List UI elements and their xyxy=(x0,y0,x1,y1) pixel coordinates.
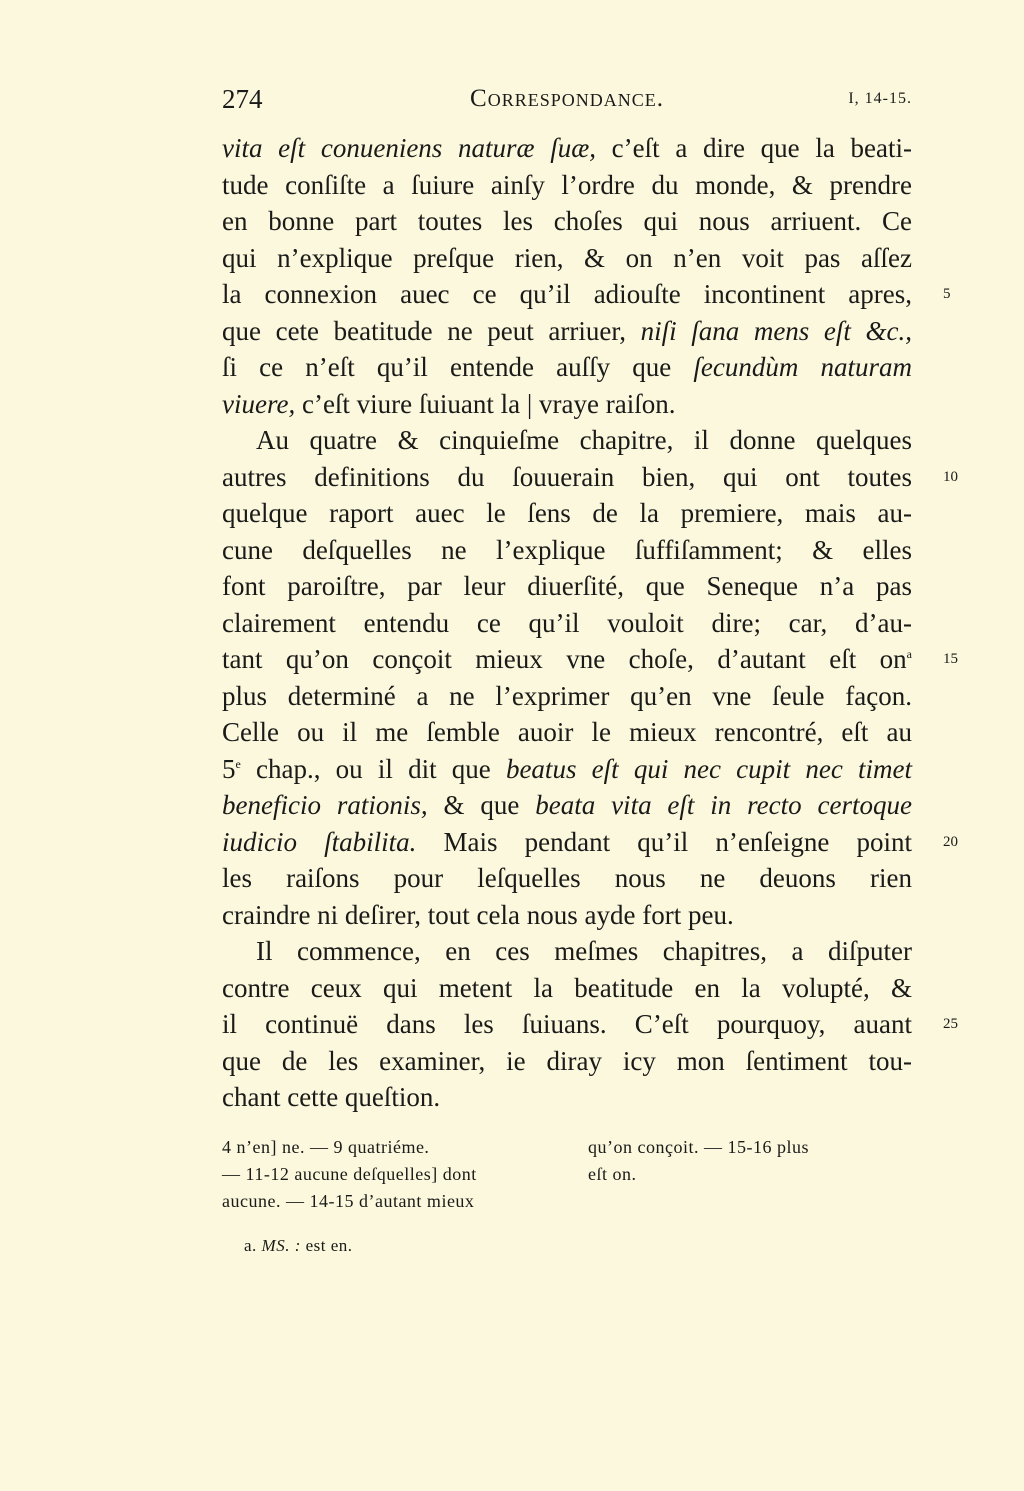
line-number: 10 xyxy=(943,468,958,485)
line-number: 5 xyxy=(943,286,951,302)
text-line xyxy=(222,386,912,423)
text-line xyxy=(222,313,912,350)
text-line xyxy=(222,422,912,459)
text-run: c’eſt viure ſuiuant la | vraye raiſon. xyxy=(295,388,676,419)
text-run: qui n’explique preſque rien, & on n’en voit pas aſſez xyxy=(222,242,912,273)
text-run: & que xyxy=(427,790,536,820)
latin-quotation: ſecundùm naturam xyxy=(693,352,912,382)
text-line xyxy=(222,1043,912,1080)
text-line xyxy=(222,641,958,678)
text-run: chap., ou il dit que xyxy=(240,753,506,784)
line-number: 20 xyxy=(943,833,958,850)
text-run: que de les examiner, ie diray icy mon ſentiment tou- xyxy=(222,1045,912,1076)
latin-quotation: vita eſt conueniens naturæ ſuæ, xyxy=(222,133,596,163)
section-reference: I, 14-15. xyxy=(848,90,912,107)
text-line xyxy=(222,1006,958,1043)
text-line xyxy=(222,605,912,642)
text-run: autres definitions du ſouuerain bien, qui ont toutes xyxy=(222,461,912,492)
page-number: 274 xyxy=(222,84,263,114)
superscript: e xyxy=(235,756,241,771)
text-line xyxy=(222,970,912,1007)
text-run: les raiſons pour leſquelles nous ne deuons rien xyxy=(222,863,912,893)
latin-quotation: beatus eſt qui nec cupit nec timet xyxy=(505,753,912,784)
text-line xyxy=(222,495,912,532)
text-run: 5 xyxy=(222,753,236,784)
text-line xyxy=(222,751,912,788)
text-run: craindre ni deſirer, tout cela nous ayde fort peu. xyxy=(222,899,734,930)
text-line xyxy=(222,349,912,386)
text-run: cune deſquelles ne l’explique ſuffiſamment; & elles xyxy=(222,534,912,565)
text-line xyxy=(222,568,912,605)
text-run: que cete beatitude ne peut arriuer, xyxy=(222,315,641,346)
text-line xyxy=(222,824,958,861)
text-run: Au quatre & cinquieſme chapitre, il donne quelques xyxy=(256,425,912,455)
text-line xyxy=(222,1079,912,1116)
line-number: 15 xyxy=(943,651,958,667)
variant-note-line: qu’on conçoit. — 15-16 plus xyxy=(588,1137,809,1157)
superscript: a xyxy=(906,647,912,661)
text-run: tant qu’on conçoit mieux vne choſe, d’autant eſt on xyxy=(222,644,907,674)
footnote xyxy=(244,1236,353,1256)
text-line xyxy=(222,276,951,313)
text-run: Celle ou il me ſemble auoir le mieux rencontré, eſt au xyxy=(222,717,912,747)
text-run: quelque raport auec le ſens de la premiere, mais au- xyxy=(222,498,912,528)
text-line xyxy=(222,678,912,715)
latin-quotation: niſi ſana mens eſt &c., xyxy=(640,315,912,346)
variant-notes-column-2 xyxy=(588,1134,912,1188)
text-run: c’eſt a dire que la beati- xyxy=(595,133,912,163)
text-run: la connexion auec ce qu’il adiouſte incontinent apres, xyxy=(222,279,912,309)
text-run: Il commence, en ces meſmes chapitres, a diſputer xyxy=(256,936,912,966)
footnote-text: est en. xyxy=(305,1236,353,1255)
text-run: tude conſiſte a ſuiure ainſy l’ordre du monde, & prendre xyxy=(222,169,912,200)
paragraph xyxy=(222,933,958,1116)
running-title: Correspondance. xyxy=(470,85,664,112)
line-number: 25 xyxy=(943,1016,958,1032)
page-header xyxy=(222,84,912,120)
text-run: plus determiné a ne l’exprimer qu’en vne ſeule façon. xyxy=(222,680,912,711)
text-line xyxy=(222,167,912,204)
text-run: font paroiſtre, par leur diuerſité, que Seneque n’a pas xyxy=(222,571,912,601)
variant-note-line: aucune. — 14-15 d’autant mieux xyxy=(222,1191,475,1211)
latin-quotation: beata vita eſt in recto certoque xyxy=(535,790,912,820)
text-run: il continuë dans les ſuiuans. C’eſt pourquoy, auant xyxy=(222,1009,912,1039)
variant-note-line: 4 n’en] ne. — 9 quatriéme. xyxy=(222,1137,430,1157)
text-line xyxy=(222,240,912,277)
text-run: clairement entendu ce qu’il vouloit dire; car, d’au- xyxy=(222,607,912,638)
text-line xyxy=(222,897,912,934)
text-run: Mais pendant qu’il n’enſeigne point xyxy=(416,826,912,857)
text-line xyxy=(222,130,912,167)
latin-quotation: iudicio ſtabilita. xyxy=(222,826,417,857)
text-line xyxy=(222,933,912,970)
variant-notes-column-1 xyxy=(222,1134,562,1215)
text-line xyxy=(222,860,912,897)
text-line xyxy=(222,714,912,751)
variant-note-line: eſt on. xyxy=(588,1164,637,1184)
footnote-mark: a. xyxy=(244,1236,257,1255)
text-run: chant cette queſtion. xyxy=(222,1082,441,1112)
variant-note-line: — 11-12 aucune deſquelles] dont xyxy=(222,1164,477,1184)
main-text xyxy=(222,130,958,1116)
paragraph xyxy=(222,422,958,933)
latin-quotation: beneficio rationis, xyxy=(222,790,428,820)
text-line xyxy=(222,459,958,496)
latin-quotation: viuere, xyxy=(222,388,296,419)
text-line xyxy=(222,787,912,824)
text-run: contre ceux qui metent la beatitude en la volupté, & xyxy=(222,972,912,1003)
footnote-label: MS. : xyxy=(261,1236,301,1255)
text-run: ſi ce n’eſt qu’il entende auſſy que xyxy=(222,352,694,382)
text-line xyxy=(222,532,912,569)
paragraph xyxy=(222,130,951,422)
text-run: en bonne part toutes les choſes qui nous arriuent. Ce xyxy=(222,206,912,236)
text-line xyxy=(222,203,912,240)
